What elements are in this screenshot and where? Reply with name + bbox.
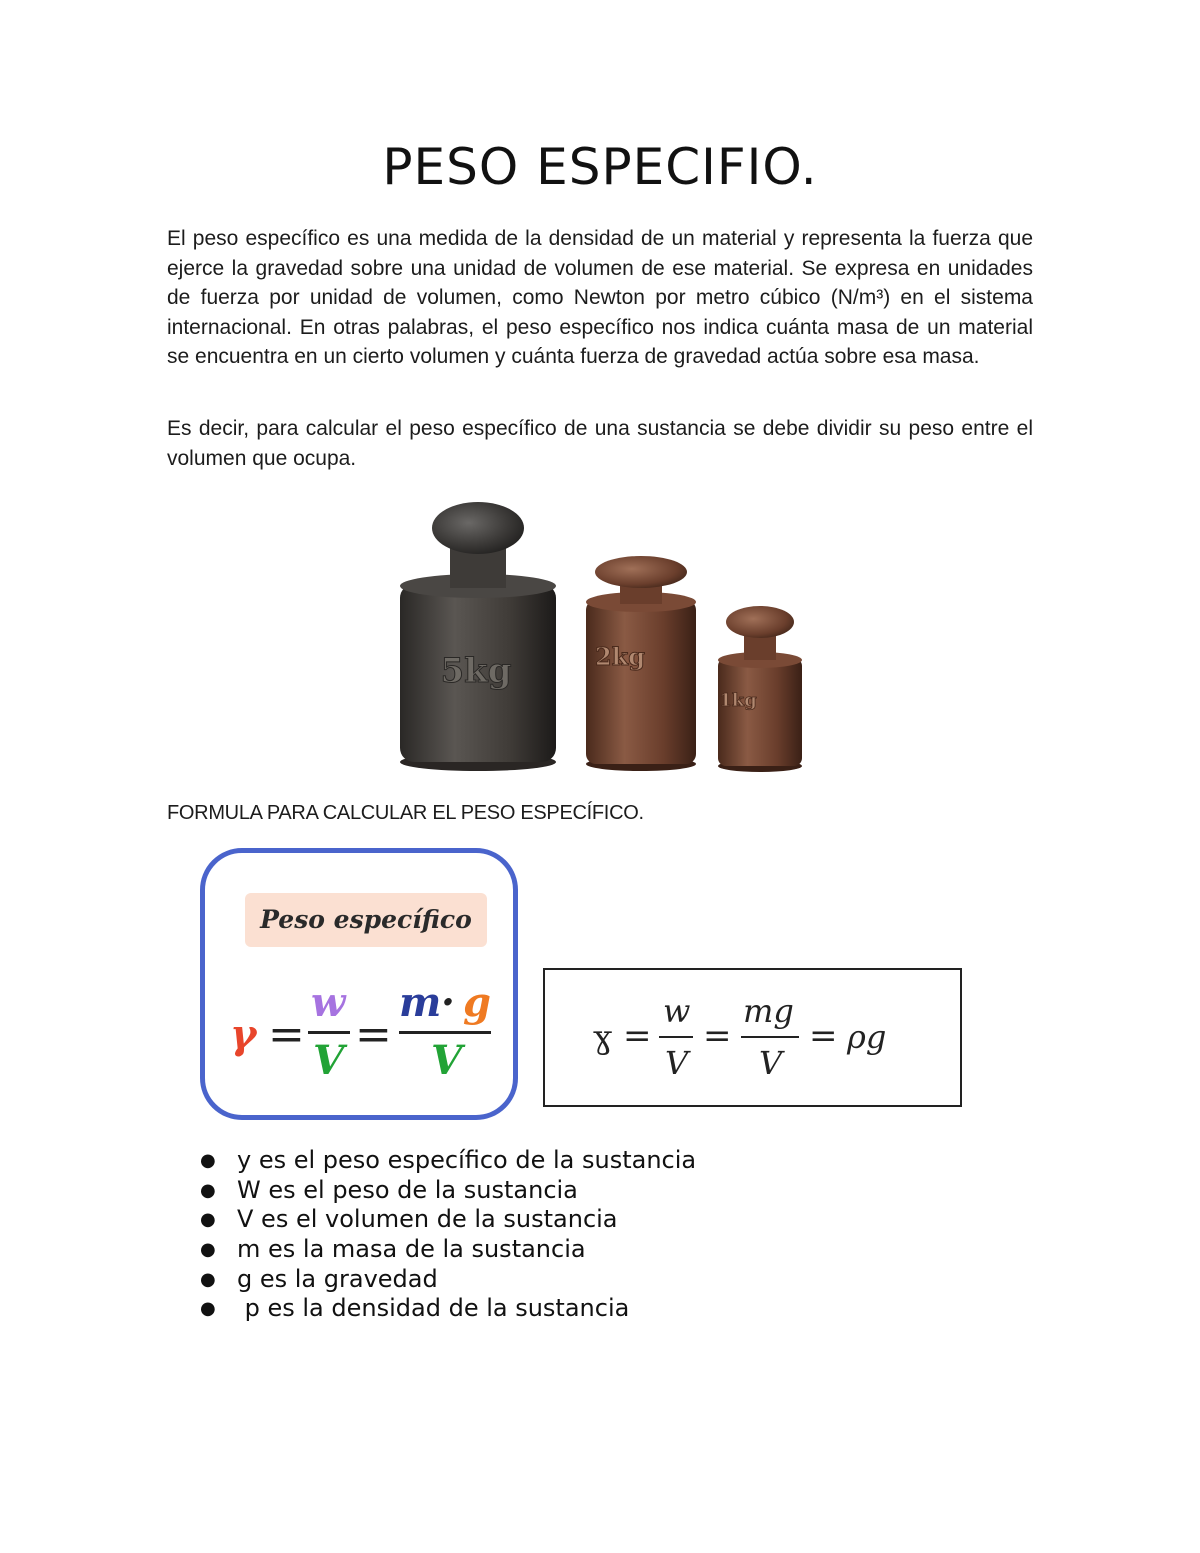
- bullet-icon: ●: [200, 1150, 216, 1171]
- fraction-bar: [659, 1036, 693, 1038]
- weight-2kg: [586, 556, 696, 771]
- equals-sign: =: [355, 1009, 392, 1060]
- bullet-icon: ●: [200, 1179, 216, 1201]
- volume-symbol: V: [665, 1044, 689, 1082]
- gamma-symbol: γ: [230, 1011, 257, 1058]
- equals-sign: =: [809, 1016, 838, 1056]
- weight-5kg: [400, 502, 556, 771]
- formula-box: [543, 968, 962, 1107]
- calculation-paragraph: Es decir, para calcular el peso específico de una sustancia se debe dividir su peso entre el volumen que ocupa.: [167, 417, 1033, 470]
- list-item-text: V es el volumen de la sustancia: [237, 1205, 618, 1234]
- gravity-symbol: g: [463, 979, 491, 1026]
- list-item-text: y es el peso específico de la sustancia: [237, 1146, 697, 1174]
- list-item: [200, 1265, 696, 1295]
- gamma-symbol: ɣ: [593, 1018, 613, 1056]
- equals-sign: =: [268, 1009, 305, 1060]
- mass-gravity-symbol: mg: [743, 992, 794, 1030]
- list-item: [200, 1146, 696, 1176]
- bullet-icon: ●: [200, 1239, 216, 1261]
- list-item-text: m es la masa de la sustancia: [237, 1235, 586, 1264]
- list-item-text: W es el peso de la sustancia: [237, 1175, 578, 1204]
- bullet-icon: ●: [200, 1268, 216, 1290]
- bullet-icon: ●: [200, 1298, 216, 1320]
- fraction-bar: [741, 1036, 799, 1038]
- weight-label-2kg: 2kg: [594, 642, 646, 671]
- weight-symbol: w: [663, 992, 691, 1030]
- variable-list: [200, 1146, 696, 1324]
- equals-sign: =: [703, 1016, 732, 1056]
- density-gravity-symbol: ρg: [847, 1018, 887, 1056]
- mass-symbol: m: [399, 979, 442, 1026]
- weight-1kg: [718, 606, 802, 772]
- list-item-text: g es la gravedad: [237, 1264, 438, 1293]
- intro-paragraph: El peso específico es una medida de la densidad de un material y representa la fuerza que ejerce la gravedad sobre una unidad de volumen de ese material. Se expresa en unidades de fuerza por unidad de volumen, como Newton por metro cúbico (N/m³) en el sistema internacional. En otras palabras, el peso específico nos indica cuánta masa de un material se encuentra en un cierto volumen y cuánta fuerza de gravedad actúa sobre esa masa.: [167, 227, 1033, 368]
- volume-symbol: V: [431, 1037, 463, 1084]
- weight-label-5kg: 5kg: [440, 651, 512, 691]
- equals-sign: =: [623, 1016, 652, 1056]
- dot-operator: ·: [441, 979, 455, 1026]
- list-item: [200, 1294, 696, 1324]
- list-item: [200, 1235, 696, 1265]
- formula-heading: FORMULA PARA CALCULAR EL PESO ESPECÍFICO.: [167, 802, 644, 824]
- weight-label-1kg: 1kg: [719, 690, 757, 711]
- volume-symbol: V: [313, 1037, 345, 1084]
- formula-card: [200, 848, 518, 1120]
- fraction-bar: [399, 1031, 491, 1034]
- bullet-icon: ●: [200, 1209, 216, 1231]
- volume-symbol: V: [759, 1044, 783, 1082]
- list-item: [200, 1205, 696, 1235]
- weight-symbol: w: [311, 979, 346, 1026]
- list-item-text: p es la densidad de la sustancia: [237, 1294, 630, 1323]
- page-title: PESO ESPECIFIO.: [382, 138, 818, 196]
- weights-image: [398, 500, 804, 772]
- fraction-bar: [308, 1031, 350, 1034]
- list-item: [200, 1176, 696, 1206]
- formula-card-label: Peso específico: [245, 893, 487, 947]
